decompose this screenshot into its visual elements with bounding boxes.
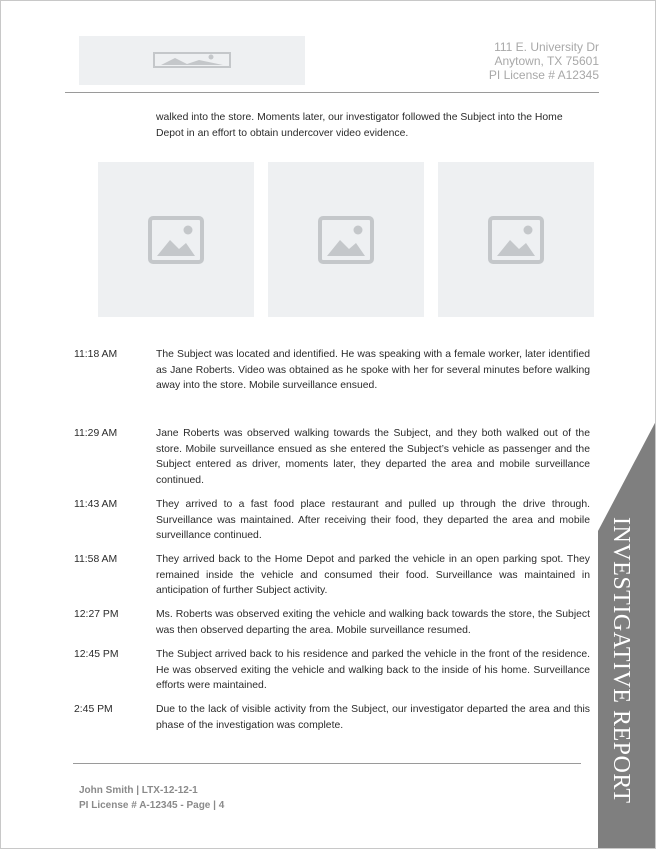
- entry-description: The Subject was located and identified. He was speaking with a female worker, later identified as Jane Roberts. Video was obtained as he spoke with her for several minutes before walking away into the store. Mobile surveillance ensued.: [156, 349, 590, 391]
- entry-description: They arrived back to the Home Depot and parked the vehicle in an open parking spot. They remained inside the vehicle and consumed their food. Surveillance was maintained in anticipation of further Subject activity.: [156, 554, 590, 596]
- address-line-2: Anytown, TX 75601: [494, 54, 599, 68]
- footer-page-line: PI License # A-12345 - Page | 4: [79, 800, 225, 811]
- entry-description: The Subject arrived back to his residence and parked the vehicle in the front of the residence. He was observed exiting the vehicle and walking back to the inside of his home. Surveillance efforts were maintained.: [156, 649, 590, 691]
- photo-placeholder-3: [438, 162, 594, 317]
- page-footer: [79, 783, 224, 813]
- entry-time: 12:45 PM: [74, 649, 119, 660]
- header-divider: [65, 92, 599, 93]
- image-placeholder-icon: [488, 216, 544, 264]
- image-placeholder-icon: [148, 216, 204, 264]
- intro-paragraph: walked into the store. Moments later, our investigator followed the Subject into the Home Depot in an effort to obtain undercover video evidence.: [156, 112, 563, 139]
- address-line-1: 111 E. University Dr: [494, 40, 599, 54]
- entry-description: They arrived to a fast food place restaurant and pulled up through the drive through. Surveillance was maintained. After receiving their food, they departed the area and mobile surveillance continued.: [156, 499, 590, 541]
- footer-author-line: John Smith | LTX-12-12-1: [79, 785, 198, 796]
- photo-placeholder-2: [268, 162, 424, 317]
- entry-time: 12:27 PM: [74, 609, 119, 620]
- logo-image-icon: [153, 52, 231, 68]
- side-banner-title: INVESTIGATIVE REPORT: [608, 517, 634, 804]
- image-placeholder-icon: [318, 216, 374, 264]
- footer-divider: [73, 763, 581, 764]
- photo-placeholder-1: [98, 162, 254, 317]
- entry-description: Due to the lack of visible activity from the Subject, our investigator departed the area and this phase of the investigation was complete.: [156, 704, 590, 731]
- logo-placeholder: [79, 36, 305, 85]
- entry-description: Ms. Roberts was observed exiting the vehicle and walking back towards the store, the Subject was then observed departing the area. Mobile surveillance resumed.: [156, 609, 590, 636]
- entry-time: 11:18 AM: [74, 349, 118, 360]
- entry-time: 11:43 AM: [74, 499, 118, 510]
- entry-time: 11:29 AM: [74, 428, 118, 439]
- license-line: PI License # A12345: [488, 68, 599, 82]
- entry-time: 11:58 AM: [74, 554, 118, 565]
- company-address: [489, 40, 599, 82]
- entry-description: Jane Roberts was observed walking towards the Subject, and they both walked out of the store. Mobile surveillance ensued as she entered the Subject’s vehicle as passenger and the Subject entered as driver, moments later, they departed the area and mobile surveillance continued.: [156, 428, 590, 486]
- entry-time: 2:45 PM: [74, 704, 113, 715]
